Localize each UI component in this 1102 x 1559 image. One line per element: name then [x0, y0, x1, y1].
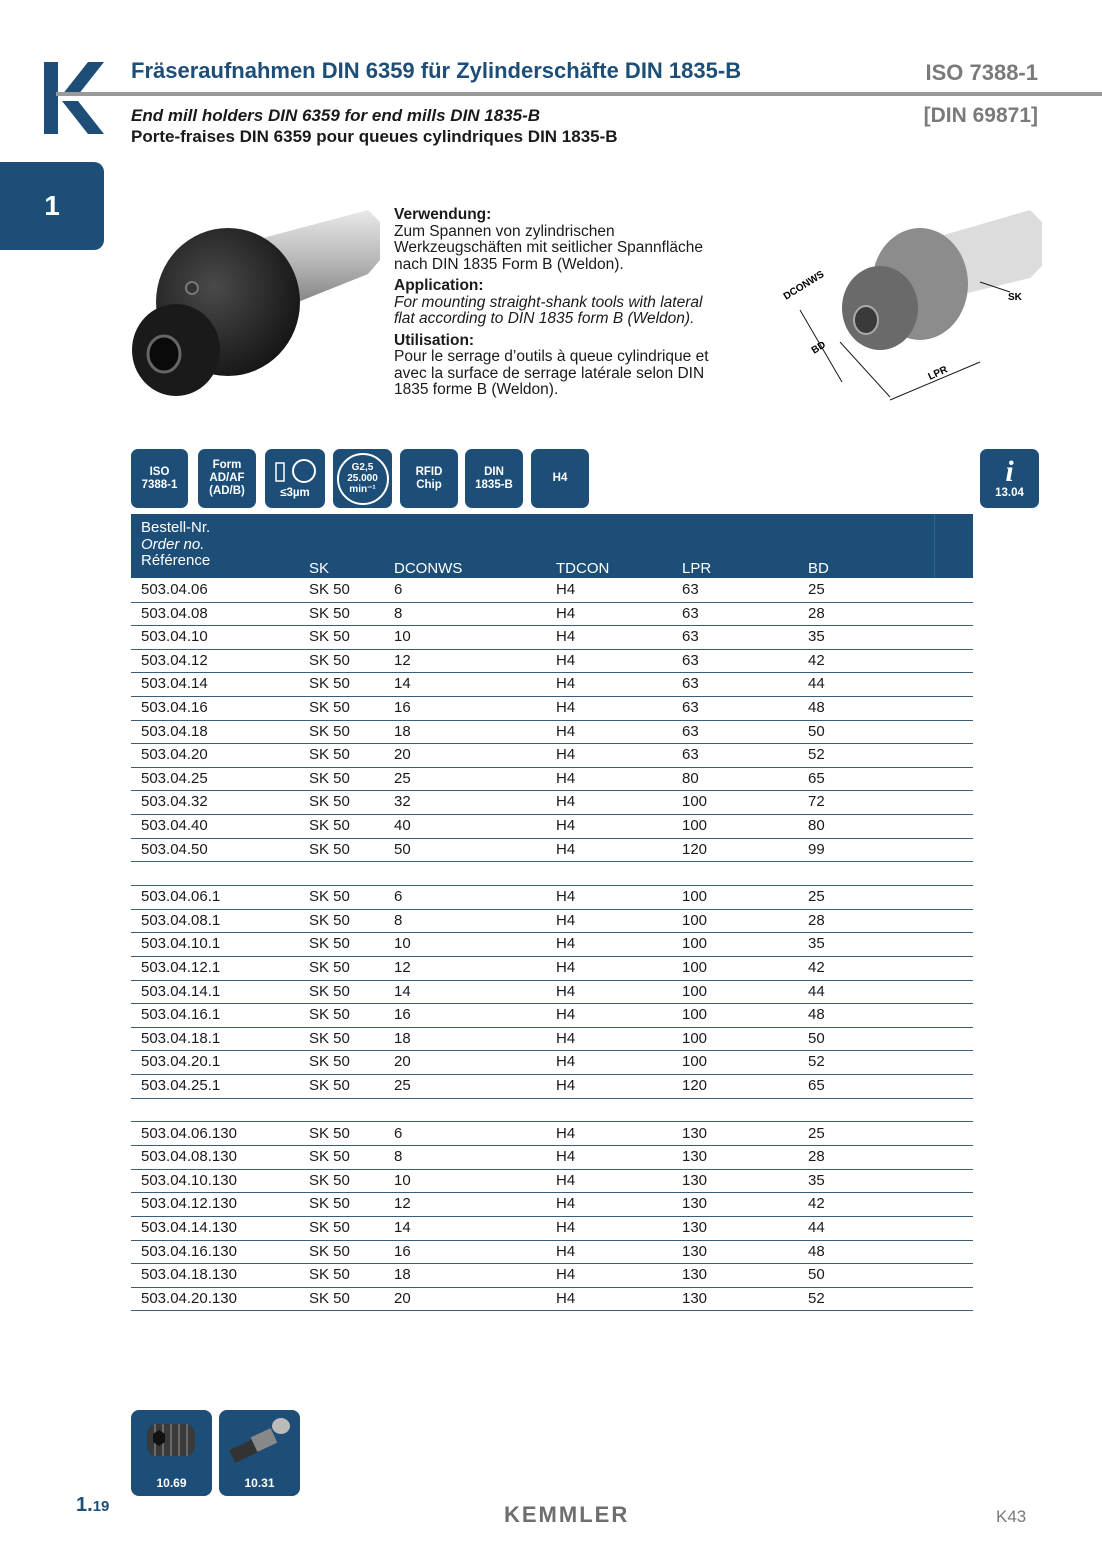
- order-no-cell: 503.04.32: [141, 793, 208, 811]
- lpr-cell: 100: [682, 959, 708, 976]
- lpr-cell: 63: [682, 604, 699, 622]
- tdcon-cell: H4: [556, 982, 576, 1000]
- dconws-cell: 10: [394, 935, 411, 953]
- bd-cell: 52: [808, 1053, 825, 1071]
- bd-cell: 42: [808, 1195, 825, 1213]
- chapter-tab[interactable]: 1: [0, 162, 104, 250]
- order-no-cell: 503.04.20.130: [141, 1289, 237, 1307]
- table-row: [131, 1263, 973, 1288]
- page-title-de: Fräseraufnahmen DIN 6359 für Zylinderschäfte DIN 1835-B: [131, 58, 742, 83]
- product-image: [128, 202, 384, 402]
- bd-cell: 48: [808, 1006, 825, 1024]
- table-row: [131, 1074, 973, 1099]
- lpr-cell: 130: [682, 1266, 708, 1284]
- sk-cell: SK 50: [309, 1029, 350, 1047]
- bd-cell: 50: [808, 1029, 825, 1047]
- tdcon-cell: H4: [556, 1053, 576, 1071]
- tdcon-cell: H4: [556, 1006, 576, 1024]
- dconws-cell: 14: [394, 982, 411, 1000]
- accessory-label-2: 10.31: [244, 1476, 275, 1490]
- tdcon-cell: H4: [556, 1148, 576, 1166]
- page-number: 1.19: [76, 1494, 110, 1516]
- table-row: [131, 578, 973, 603]
- sk-cell: SK 50: [309, 840, 350, 858]
- usage-text-en: For mounting straight-shank tools with lateral flat according to DIN 1835 form B (Weldon).: [394, 293, 703, 327]
- order-no-cell: 503.04.25: [141, 769, 208, 787]
- sk-cell: SK 50: [309, 675, 350, 693]
- sk-cell: SK 50: [309, 817, 350, 834]
- order-no-cell: 503.04.06: [141, 581, 208, 598]
- table-row: [131, 1050, 973, 1075]
- dconws-cell: 14: [394, 675, 411, 693]
- bd-cell: 42: [808, 959, 825, 976]
- order-no-cell: 503.04.08.130: [141, 1148, 237, 1166]
- order-no-cell: 503.04.08: [141, 604, 208, 622]
- sk-cell: SK 50: [309, 628, 350, 646]
- lpr-cell: 63: [682, 675, 699, 693]
- description-block: [394, 207, 724, 399]
- sk-cell: SK 50: [309, 746, 350, 764]
- order-no-cell: 503.04.40: [141, 817, 208, 834]
- lpr-cell: 100: [682, 1006, 708, 1024]
- table-row: [131, 743, 973, 768]
- bd-cell: 52: [808, 746, 825, 764]
- tdcon-cell: H4: [556, 699, 576, 716]
- sk-cell: SK 50: [309, 1266, 350, 1284]
- order-no-cell: 503.04.10.1: [141, 935, 221, 953]
- header-rule: [56, 92, 1102, 96]
- dconws-cell: 16: [394, 699, 411, 716]
- balance-badge: G2,5 25.000 min⁻¹: [333, 449, 392, 508]
- tdcon-cell: H4: [556, 1219, 576, 1236]
- tdcon-cell: H4: [556, 1171, 576, 1189]
- kemmler-logo: [44, 62, 106, 134]
- col-header-lpr: LPR: [682, 560, 712, 577]
- bd-cell: 28: [808, 911, 825, 929]
- order-no-cell: 503.04.25.1: [141, 1077, 221, 1094]
- page-title-en: End mill holders DIN 6359 for end mills DIN 1835-B: [131, 106, 541, 125]
- lpr-cell: 63: [682, 746, 699, 764]
- order-no-cell: 503.04.08.1: [141, 911, 221, 929]
- sk-label: SK: [1008, 292, 1022, 303]
- bd-cell: 99: [808, 840, 825, 858]
- table-row: [131, 838, 973, 863]
- table-row: [131, 909, 973, 934]
- bd-cell: 28: [808, 604, 825, 622]
- table-row: [131, 625, 973, 650]
- din-badge: DIN 1835-B: [465, 449, 523, 508]
- bd-cell: 44: [808, 675, 825, 693]
- dconws-cell: 10: [394, 628, 411, 646]
- sk-cell: SK 50: [309, 888, 350, 906]
- order-no-cell: 503.04.16: [141, 699, 208, 716]
- form-badge: Form AD/AF (AD/B): [198, 449, 256, 508]
- table-row: [131, 1287, 973, 1312]
- bd-cell: 50: [808, 1266, 825, 1284]
- table-row: [131, 956, 973, 981]
- table-row: [131, 1192, 973, 1217]
- lpr-cell: 130: [682, 1219, 708, 1236]
- col-header-tdcon: TDCON: [556, 560, 610, 577]
- bd-cell: 48: [808, 699, 825, 716]
- tdcon-cell: H4: [556, 1029, 576, 1047]
- bd-cell: 48: [808, 1242, 825, 1260]
- lpr-cell: 100: [682, 793, 708, 811]
- lpr-cell: 100: [682, 935, 708, 953]
- dconws-cell: 20: [394, 1053, 411, 1071]
- sk-cell: SK 50: [309, 911, 350, 929]
- sk-cell: SK 50: [309, 1195, 350, 1213]
- page-title-fr: Porte-fraises DIN 6359 pour queues cylindriques DIN 1835-B: [131, 127, 618, 146]
- col-header-dconws: DCONWS: [394, 560, 463, 577]
- dconws-cell: 16: [394, 1242, 411, 1260]
- tdcon-cell: H4: [556, 651, 576, 669]
- tdcon-cell: H4: [556, 1242, 576, 1260]
- order-no-cell: 503.04.12: [141, 651, 208, 669]
- table-row: [131, 885, 973, 910]
- lpr-cell: 130: [682, 1289, 708, 1307]
- bd-cell: 52: [808, 1289, 825, 1307]
- lpr-cell: 63: [682, 628, 699, 646]
- bd-cell: 28: [808, 1148, 825, 1166]
- bd-cell: 65: [808, 1077, 825, 1094]
- dconws-cell: 14: [394, 1219, 411, 1236]
- sk-cell: SK 50: [309, 722, 350, 740]
- tdcon-cell: H4: [556, 604, 576, 622]
- bd-cell: 25: [808, 581, 825, 598]
- tdcon-cell: H4: [556, 675, 576, 693]
- bd-cell: 44: [808, 1219, 825, 1236]
- bd-cell: 65: [808, 769, 825, 787]
- pull-stud-icon: [219, 1410, 300, 1472]
- sk-cell: SK 50: [309, 1219, 350, 1236]
- sk-cell: SK 50: [309, 769, 350, 787]
- order-no-cell: 503.04.10: [141, 628, 208, 646]
- order-no-cell: 503.04.06.130: [141, 1124, 237, 1142]
- bd-cell: 35: [808, 935, 825, 953]
- sk-cell: SK 50: [309, 935, 350, 953]
- dconws-cell: 6: [394, 1124, 403, 1142]
- order-no-cell: 503.04.18.130: [141, 1266, 237, 1284]
- bd-cell: 35: [808, 1171, 825, 1189]
- tdcon-cell: H4: [556, 817, 576, 834]
- lpr-cell: 63: [682, 722, 699, 740]
- usage-text-de: Zum Spannen von zylindrischen Werkzeugschäften mit seitlicher Spannfläche nach DIN 1835 Form B (Weldon).: [394, 222, 704, 273]
- standard-label: ISO 7388-1: [925, 60, 1038, 85]
- table-row: [131, 1027, 973, 1052]
- lpr-label: LPR: [926, 364, 950, 383]
- table-row: [131, 1145, 973, 1170]
- dconws-cell: 20: [394, 1289, 411, 1307]
- bd-cell: 25: [808, 888, 825, 906]
- order-no-cell: 503.04.14: [141, 675, 208, 693]
- info-icon: i: [1005, 455, 1014, 488]
- table-row: [131, 602, 973, 627]
- order-no-cell: 503.04.14.1: [141, 982, 221, 1000]
- tdcon-cell: H4: [556, 1266, 576, 1284]
- dconws-cell: 50: [394, 840, 411, 858]
- usage-text-fr: Pour le serrage d’outils à queue cylindrique et avec la surface de serrage latérale selon DIN 1835 forme B (Weldon).: [394, 348, 709, 398]
- table-row: [131, 1216, 973, 1241]
- tdcon-cell: H4: [556, 793, 576, 811]
- lpr-cell: 130: [682, 1124, 708, 1142]
- usage-heading-en: Application:: [394, 277, 484, 294]
- dconws-cell: 20: [394, 746, 411, 764]
- dconws-cell: 18: [394, 1266, 411, 1284]
- lpr-cell: 130: [682, 1242, 708, 1260]
- dconws-cell: 40: [394, 817, 411, 834]
- table-row: [131, 649, 973, 674]
- tdcon-cell: H4: [556, 722, 576, 740]
- tdcon-cell: H4: [556, 1195, 576, 1213]
- bd-cell: 42: [808, 651, 825, 669]
- lpr-cell: 130: [682, 1148, 708, 1166]
- dconws-cell: 12: [394, 1195, 411, 1213]
- order-no-cell: 503.04.10.130: [141, 1171, 237, 1189]
- sk-cell: SK 50: [309, 959, 350, 976]
- bd-label: BD: [809, 339, 828, 357]
- tdcon-cell: H4: [556, 959, 576, 976]
- lpr-cell: 100: [682, 1053, 708, 1071]
- table-row: [131, 672, 973, 697]
- dconws-cell: 16: [394, 1006, 411, 1024]
- sk-cell: SK 50: [309, 699, 350, 716]
- dconws-cell: 18: [394, 722, 411, 740]
- sk-cell: SK 50: [309, 793, 350, 811]
- tdcon-cell: H4: [556, 746, 576, 764]
- group-spacer: [131, 861, 973, 886]
- accessory-pull-stud[interactable]: [219, 1410, 300, 1496]
- table-row: [131, 980, 973, 1005]
- order-no-cell: 503.04.14.130: [141, 1219, 237, 1236]
- sk-cell: SK 50: [309, 1053, 350, 1071]
- order-no-cell: 503.04.18.1: [141, 1029, 221, 1047]
- lpr-cell: 63: [682, 651, 699, 669]
- bd-cell: 72: [808, 793, 825, 811]
- lpr-cell: 100: [682, 982, 708, 1000]
- order-no-cell: 503.04.20.1: [141, 1053, 221, 1071]
- iso-badge: ISO 7388-1: [131, 449, 188, 508]
- table-row: [131, 720, 973, 745]
- dconws-cell: 25: [394, 1077, 411, 1094]
- dconws-cell: 10: [394, 1171, 411, 1189]
- lpr-cell: 120: [682, 840, 708, 858]
- tdcon-cell: H4: [556, 888, 576, 906]
- standard-alt-label: [DIN 69871]: [923, 104, 1038, 127]
- order-no-cell: 503.04.12.1: [141, 959, 221, 976]
- bd-cell: 80: [808, 817, 825, 834]
- sk-cell: SK 50: [309, 1242, 350, 1260]
- tdcon-cell: H4: [556, 840, 576, 858]
- rfid-badge: RFID Chip: [400, 449, 458, 508]
- table-row: [131, 1169, 973, 1194]
- order-no-cell: 503.04.50: [141, 840, 208, 858]
- bd-cell: 35: [808, 628, 825, 646]
- lpr-cell: 63: [682, 581, 699, 598]
- table-row: [131, 767, 973, 792]
- tdcon-cell: H4: [556, 911, 576, 929]
- usage-heading-fr: Utilisation:: [394, 331, 475, 349]
- lpr-cell: 130: [682, 1171, 708, 1189]
- lpr-cell: 130: [682, 1195, 708, 1213]
- bd-cell: 50: [808, 722, 825, 740]
- dconws-label: DCONWS: [781, 269, 827, 303]
- sk-cell: SK 50: [309, 1077, 350, 1094]
- dconws-cell: 32: [394, 793, 411, 811]
- dimension-drawing: [780, 182, 1060, 412]
- tdcon-cell: H4: [556, 581, 576, 598]
- dconws-cell: 12: [394, 651, 411, 669]
- dconws-cell: 25: [394, 769, 411, 787]
- order-no-cell: 503.04.12.130: [141, 1195, 237, 1213]
- order-no-cell: 503.04.18: [141, 722, 208, 740]
- info-button[interactable]: i 13.04: [980, 449, 1039, 508]
- h4-badge: H4: [531, 449, 589, 508]
- lpr-cell: 100: [682, 817, 708, 834]
- tdcon-cell: H4: [556, 935, 576, 953]
- brand-wordmark: KEMMLER: [504, 1502, 630, 1527]
- dconws-cell: 8: [394, 1148, 403, 1166]
- sk-cell: SK 50: [309, 651, 350, 669]
- tdcon-cell: H4: [556, 1289, 576, 1307]
- dconws-cell: 12: [394, 959, 411, 976]
- col-header-bd: BD: [808, 560, 829, 577]
- sk-cell: SK 50: [309, 604, 350, 622]
- catalog-code: K43: [996, 1507, 1027, 1526]
- order-no-cell: 503.04.16.1: [141, 1006, 221, 1024]
- sk-cell: SK 50: [309, 1124, 350, 1142]
- accessory-label-1: 10.69: [156, 1476, 187, 1490]
- tdcon-cell: H4: [556, 1124, 576, 1142]
- accessory-set-screw[interactable]: [131, 1410, 212, 1496]
- order-no-cell: 503.04.16.130: [141, 1242, 237, 1260]
- usage-heading-de: Verwendung:: [394, 206, 492, 223]
- table-row: [131, 1003, 973, 1028]
- bd-cell: 25: [808, 1124, 825, 1142]
- lpr-cell: 100: [682, 1029, 708, 1047]
- tdcon-cell: H4: [556, 769, 576, 787]
- sk-cell: SK 50: [309, 581, 350, 598]
- order-no-header: Bestell-Nr. Order no. Référence: [141, 519, 211, 569]
- lpr-cell: 100: [682, 911, 708, 929]
- table-row: [131, 790, 973, 815]
- sk-cell: SK 50: [309, 1171, 350, 1189]
- lpr-cell: 100: [682, 888, 708, 906]
- bd-cell: 44: [808, 982, 825, 1000]
- lpr-cell: 63: [682, 699, 699, 716]
- table-row: [131, 1122, 973, 1147]
- group-spacer: [131, 1098, 973, 1123]
- table-row: [131, 814, 973, 839]
- dconws-cell: 6: [394, 581, 403, 598]
- lpr-cell: 120: [682, 1077, 708, 1094]
- table-row: [131, 932, 973, 957]
- order-no-cell: 503.04.06.1: [141, 888, 221, 906]
- set-screw-icon: [131, 1410, 212, 1472]
- sk-cell: SK 50: [309, 1148, 350, 1166]
- tdcon-cell: H4: [556, 1077, 576, 1094]
- sk-cell: SK 50: [309, 1289, 350, 1307]
- dconws-cell: 8: [394, 604, 403, 622]
- tdcon-cell: H4: [556, 628, 576, 646]
- dial-gauge-icon: [270, 457, 320, 487]
- sk-cell: SK 50: [309, 982, 350, 1000]
- runout-badge: ≤3µm: [265, 449, 325, 508]
- table-row: [131, 696, 973, 721]
- lpr-cell: 80: [682, 769, 699, 787]
- sk-cell: SK 50: [309, 1006, 350, 1024]
- dconws-cell: 6: [394, 888, 403, 906]
- col-header-sk: SK: [309, 560, 330, 577]
- dconws-cell: 8: [394, 911, 403, 929]
- order-no-cell: 503.04.20: [141, 746, 208, 764]
- table-row: [131, 1240, 973, 1265]
- dconws-cell: 18: [394, 1029, 411, 1047]
- table-header: [131, 514, 973, 578]
